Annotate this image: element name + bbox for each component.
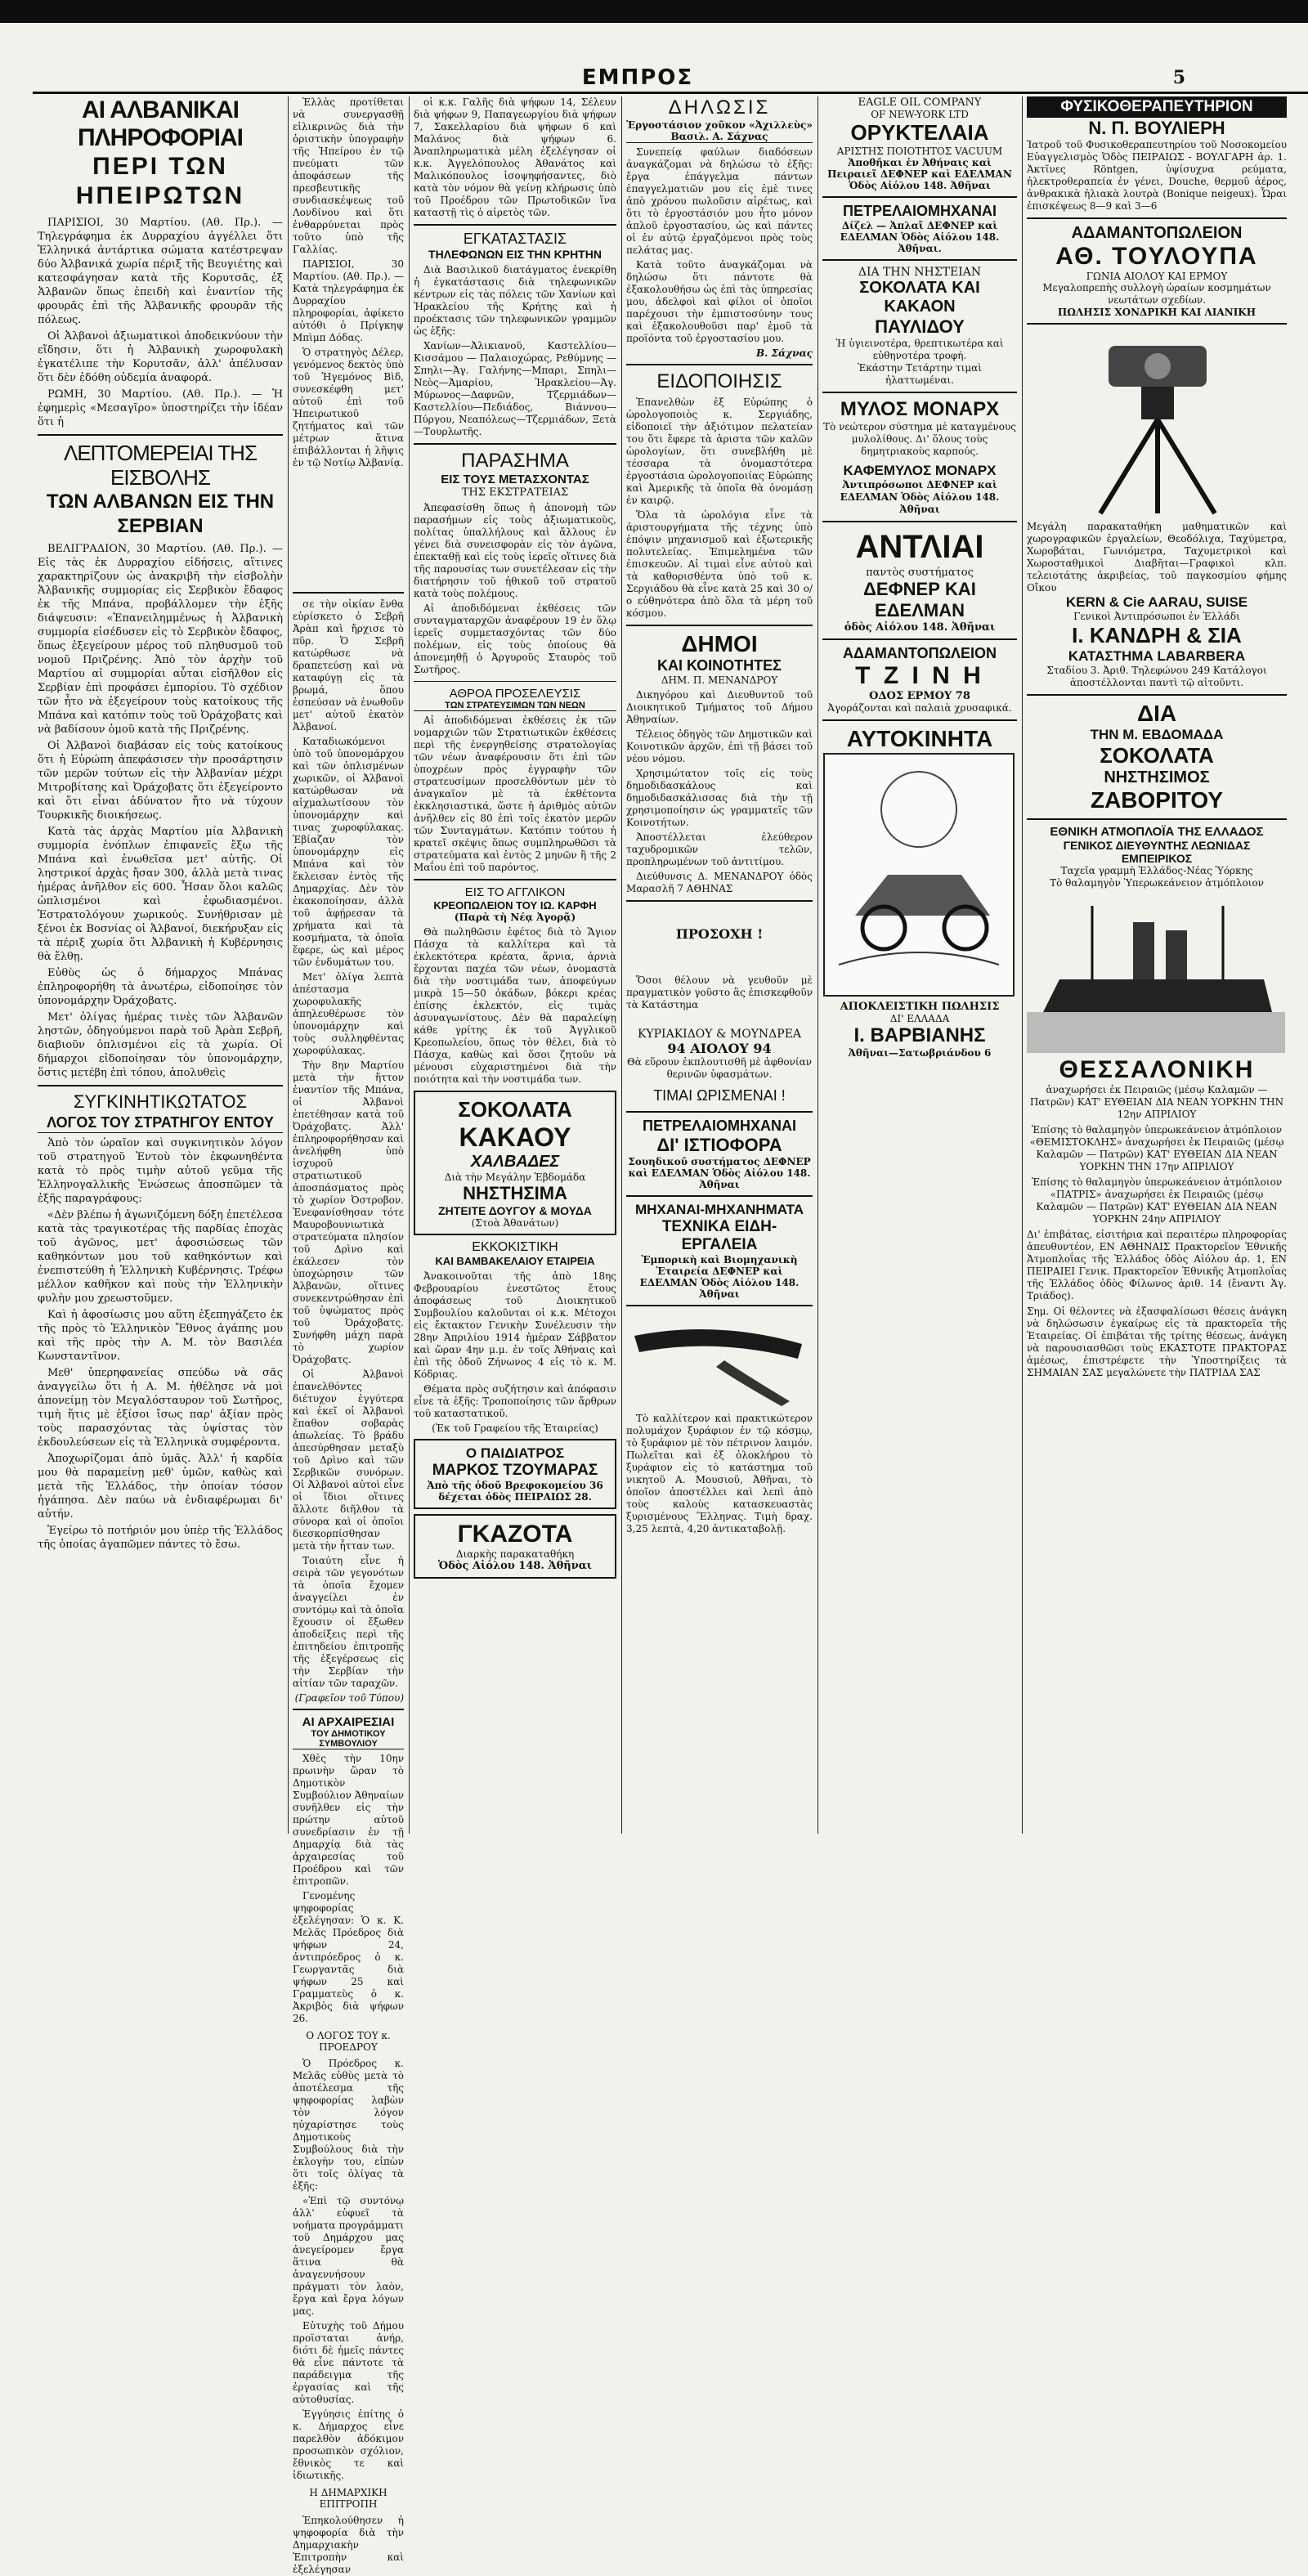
column-4 [621,96,818,1834]
article-body [293,2058,404,2482]
headline: ΤΩΝ ΣΤΡΑΤΕΥΣΙΜΩΝ ΤΩΝ ΝΕΩΝ [414,701,616,711]
ad-text: Ἀθῆναι—Σατωβριάνδου 6 [848,1047,992,1059]
ad-text: Ἀγοράζονται καὶ παλαιὰ χρυσαφικά. [827,702,1012,714]
paragraph: Ἐγγύησις ἐπίτης ὁ κ. Δήμαρχος εἶνε παρελθὸν ἀδόκιμον προσωπικὸν σχόλιον, ἔθνικὸς τε καὶ ἰδιωτικῆς. [293,2408,404,2481]
gazota-ad [414,1514,616,1579]
page-number: 5 [1172,67,1185,88]
headline: ΑΙ ΑΡΧΑΙΡΕΣΙΑΙ [302,1715,395,1729]
divider [293,1709,404,1710]
paragraph: Χανίων—Ἀλικιανοῦ, Καστελλίου—Κισσάμου — Παλαιοχώρας, Ρεθύμνης — Σπηλι—Ἀγ. Γαλήνης—Μπαρι, Σπηλι—Νεὸς—Ἀμαρίου, Ἡρακλείου—Ἀγ. Μύρωνος—Δαφνῶν, Τζερμιάδων—Καστελλίου—Πεδιάδος, Βιάννου—Πύργου, Νεαπόλεως—Τζερμιάδων, Ξετὰ—Τουρλωτῆς. [414,340,616,437]
paragraph: Κατὰ τοῦτο ἀναγκάζομαι νὰ δηλώσω ὅτι πάντοτε θὰ ἐξακολουθήσω ὡς ἐπὶ τὰς ὑπηρεσίας μου, ἀδελφοὶ καὶ φίλοι οἱ ὁποῖοι παρέχουσι τὴν ἐμπιστοσύνην τους καὶ ἐξακολουθοῦσι παρ' ἐμοῦ τὰ προϊόντα τοῦ ἐργοστασίου μου. [626,259,813,344]
paragraph: ΒΕΛΙΓΡΑΔΙΟΝ, 30 Μαρτίου. (Αθ. Πρ.). — Εἰς τὰς ἐκ Δυρραχίου εἰδήσεις, αἵτινες χαρακτηρίζουν ὡς ἀνακριβῆ τὴν εἰσβολὴν Ἀλβανικῆς συμμορίας εἰς Σερβικὸν ἔδαφος ἐκ τῆς Μπάνα, προβάλλομεν τὴν ἑξῆς διάψευσιν: «Ἐπανειλημμένως ἡ Ἀλβανικὴ συμμορία εἰσέδυσεν εἰς τὸ Σερβικὸν ἔδαφος, ὅπως ἐξεγείρουν μέρος τοῦ πληθυσμοῦ τοῦ νομοῦ Πριζρένης. Ἀπὸ τὸν ἀρχὴν τοῦ Μαρτίου αἱ συμμορίαι αὗται εἰσῆλθον εἰς Σερβίαν ἐπὶ προφάσει ἐμπορίου. Τὸ σχέδιον τῶν ἦτο νὰ ἐξεγείρουν τοὺς κατοίκους τῆς Μπάνα καὶ κατόπιν τοὺς τοῦ Ὀράχοβατς καὶ νὰ βαδίσουν ὁμοῦ κατὰ τῆς Πριζρένης. [38,543,283,736]
ad-title: ΝΗΣΤΗΣΙΜΟΣ [1104,768,1210,786]
divider [626,1305,813,1306]
ad-title: Ι. ΚΑΝΔΡΗ & ΣΙΑ [1072,623,1242,647]
column-5 [818,96,1022,1834]
paragraph: Αἱ ἀποδιδόμεναι ἐκθέσεις τῶν συνταγματαρχῶν ἀναφέρουν 19 ἐν ὅλῳ ἱερεῖς συμμετασχόντας τῶν δύο πολέμων, εἰς τοὺς ὁποίους θὰ ἀπονεμηθῇ ὁ Ἀργυροῦς Σταυρὸς τοῦ Σωτῆρος. [414,603,616,675]
ad-text: ΟΔΟΣ ΕΡΜΟΥ 78 [869,690,970,702]
ad-title: ΚΑΦΕΜΥΛΟΣ ΜΟΝΑΡΧ [843,463,997,478]
headline: ΤΗΛΕΦΩΝΩΝ ΕΙΣ ΤΗΝ ΚΡΗΤΗΝ [428,248,602,261]
ad-body: Μεγάλη παρακαταθήκη μαθηματικῶν καὶ χωρογραφικῶν ἐργαλείων, Θεοδόλιχα, Ταχύμετρα, Χωροβάται, Γωνιόμετρα, Ταχυμετρικοὶ καὶ Χωροσταθμικοὶ Διαβῆται—Γραφικοὶ κλπ. τελειοτάτης ἀκριβείας, τοῦ παγκοσμίου φήμης Οἴκου [1027,521,1287,594]
ad-text: ΓΩΝΙΑ ΑΙΟΛΟΥ ΚΑΙ ΕΡΜΟΥ [1086,271,1228,282]
paragraph: Θὰ πωληθῶσιν ἐφέτος διὰ τὸ Ἅγιον Πάσχα τὰ καλλίτερα καὶ τὰ ἐκλεκτότερα κρέατα, ἄρνια, ἀρνιὰ ἔρχονται παχέα τῶν νέων, ὀνομαστὰ διὰ τὴν νοστιμάδα των, ἀποφεύγων μικρὰ 15—50 ὀκάδων, βόκερι κρέας ἐπίσης ἐκλεκτόν, εἰς τιμὰς ἀσυναγωνίστους. Δὲν θὰ παραλείψῃ κάθε γρίτης ἐκ τοῦ Ἀγγλικοῦ Κρεοπωλείου, ὅπως τὸν θέλει, διὰ τὸ Πάσχα, καθὼς καὶ ὅσοι ζητοῦν νὰ μένουσι εὐχαριστημένοι διὰ τὴν ποιότητα καὶ τὴν νοστιμάδα των. [414,926,616,1085]
page-scan-edge [0,0,1308,23]
ad-title: ΠΕΤΡΕΛΑΙΟΜΗΧΑΝΑΙ [842,203,997,219]
ad-text: Ἀποθῆκαι ἐν Ἀθήναις καὶ Πειραιεῖ ΔΕΦΝΕΡ καὶ ΕΔΕΛΜΑΝ Ὁδὸς Αἰόλου 148. Ἀθῆναι [827,157,1012,191]
ad-title: ΤΗΝ Μ. ΕΒΔΟΜΑΔΑ [1090,727,1224,742]
ad-title: ΓΚΑΖΟΤΑ [457,1521,573,1548]
ad-text: Δίζελ — Ἀπλαῖ ΔΕΦΝΕΡ καὶ ΕΔΕΛΜΑΝ Ὁδὸς Αἰόλου 148. Ἀθῆναι. [840,220,1000,254]
headline: ΛΟΓΟΣ ΤΟΥ ΣΤΡΑΤΗΓΟΥ ΕΝΤΟΥ [38,1113,283,1133]
paragraph: Συνεπείᾳ φαύλων διαδόσεων ἀναγκάζομαι νὰ δηλώσω τὸ ἐξῆς: ἔργα ἐπάγγελμα πάντων ἐπαγγελματιῶν μου εἰς ἐμὲ τινες ἀπὸ χρόνου πωλοῦσιν αἰρέτως, καὶ ὅτι τὸ ἐργοστάσιόν μου ἦτο μόνον ἁπλοῦ ἐργοστασίου, ὡς καὶ πάντες οἱ ἐν αὐτῷ ἐργαζόμενοι πρὸς τοὺς πελάτας μας. [626,146,813,256]
ad-title: KERN & Cie AARAU, SUISE [1065,594,1248,610]
paragraph: Αἱ ἀποδιδόμεναι ἐκθέσεις ἐκ τῶν νομαρχιῶν τῶν Στρατιωτικῶν ἐκθέσεις περὶ τῆς ἐνεργηθείσης στρατολογίας τῶν νέων ἀναφέρουσιν ὅτι ἐπὶ τῶν ὑποχρέων πρὸς ἐγγραφὴν τῶν στρατευσίμων προσελθόντων μὲν τὸ ἀναγκαῖον μὲ τὰ ἐκθέτοντα ἐκκλησιαστικά, ὥστε ἡ ἀριθμὸς αὐτῶν ἀνῆλθεν εἰς 80 ἐπὶ τοῖς ἑκατὸν μερῶν τῶν Συνταγμάτων. Κατόπιν τούτου ἡ κρατεῖ σκέψις ὅπως συμπληρωθῶσι τὰ στρατεύματα καὶ ἐντὸς 2 μηνῶν ἢ τῆς 2 Μαΐου ἐπὶ τοῦ παρόντος. [414,715,616,873]
column-6 [1022,96,1292,1834]
paragraph: σε τὴν οἰκίαν ἔνθα εὑρίσκετο ὁ Σεβρῆ Ἀρὰπ καὶ ἤρχισε τὸ πῦρ. Ὁ Σεβρῆ κατώρθωσε νὰ δραπετεύσῃ καὶ νὰ καταφύγῃ εἰς τὰ βρωμά, ὅπου ἐσπεύσαν νὰ ἑνωθοῦν μετ' αὐτοῦ ἑκατὸν Ἀλβανοί. [293,598,404,732]
paragraph: Καὶ ἡ ἀφοσίωσις μου αὕτη ἐξεπηγάζετο ἐκ τῆς πρὸς τὸ Ἑλληνικὸν Ἔθνος ἀγάπης μου καὶ τῆς πρὸς τὴν Α. Μ. τὸν Βασιλέα Κωνσταντῖνον. [38,1309,283,1363]
ad-title: ΣΟΚΟΛΑΤΑ [1100,743,1214,768]
masthead-title: ΕΜΠΡΟΣ [581,65,694,90]
divider [1027,818,1287,820]
ad-title: ΑΥΤΟΚΙΝΗΤΑ [846,726,993,751]
headline: ΤΗΣ ΕΚΣΤΡΑΤΕΙΑΣ [461,486,569,499]
paragraph: Τὸ καλλίτερον καὶ πρακτικώτερον πολυμάχον ξυράφιον ἐν τῷ κόσμῳ, τὸ ξυράφιον μὲ τὸν πέτρινον λαιμόν. Πωλεῖται καὶ ἐξ ὁλοκλήρου τὸ ξυράφιον εἰς τὸ κατάστημα τοῦ νικητοῦ Α. Μουσιοῦ, Ἀθῆναι, τὸ ὁποῖον ἀποστέλλει καὶ λεπὶ ἀπὸ τοὺς καλοὺς κατασκευαστὰς ξυρισμένους Ἕλληνας. Τιμὴ δραχ. 3,25 λεπτὰ, 4,20 ἀντικαταβολῇ. [626,1413,813,1534]
article-body [414,715,616,874]
ad-title: ΦΥΣΙΚΟΘΕΡΑΠΕΥΤΗΡΙΟΝ [1027,96,1287,118]
headline: ΕΙΔΟΠΟΙΗΣΙΣ [656,370,782,392]
ad-title: Ο ΠΑΙΔΙΑΤΡΟΣ [465,1445,565,1461]
ad-title: ΔΕΦΝΕΡ ΚΑΙ ΕΔΕΛΜΑΝ [863,579,976,620]
column-2 [288,96,409,2575]
paragraph: «Ἐπὶ τῷ συντόνῳ ἀλλ' εὐφυεῖ τὰ νοήματα προγράμματι τοῦ Δημάρχου μας ἀνεγείρομεν ἔργα ἅτινα θὰ ἀναγεννήσουν πράγματι τὸν λαὸν, ἔργα καὶ ἔργα λόγων μας. [293,2195,404,2317]
column-3 [409,96,621,1834]
headline: ΠΕΡΙ ΤΩΝ ΗΠΕΙΡΩΤΩΝ [75,153,245,209]
masthead [33,67,1308,94]
ad-title: ΠΕΤΡΕΛΑΙΟΜΗΧΑΝΑΙ [642,1118,796,1134]
paragraph: Διὰ Βασιλικοῦ διατάγματος ἐνεκρίθη ἡ ἐγκατάστασις διὰ τηλεφωνικῶν κέντρων εἰς τὰς πόλεις τῶν Χανίων καὶ Ἡρακλείου τῆς Κρήτης καὶ ἡ προέκτασις τῶν τηλεφωνικῶν γραμμῶν ὡς ἑξῆς: [414,264,616,337]
ad-text: Μεγαλοπρεπὴς συλλογὴ ὡραίων κοσμημάτων νεωτάτων σχεδίων. [1042,282,1271,306]
ad-text: ΠΩΛΗΣΙΣ ΧΟΝΔΡΙΚΗ ΚΑΙ ΛΙΑΝΙΚΗ [1057,307,1256,318]
ad-title: ΚΑΤΑΣΤΗΜΑ LABARBERA [1068,648,1246,664]
subheading: (Παρὰ τὴ Νέᾳ Ἀγορᾷ) [454,912,576,923]
article-body [293,96,404,469]
headline: ΣΥΓΚΙΝΗΤΙΚΩΤΑΤΟΣ [73,1091,248,1112]
ad-title: ΑΝΤΛΙΑΙ [855,529,984,565]
headline: ΛΕΠΤΟΜΕΡΕΙΑΙ ΤΗΣ ΕΙΣΒΟΛΗΣ [63,441,258,490]
divider [1027,694,1287,696]
ad-title: ΠΑΥΛΙΔΟΥ [875,316,965,337]
paragraph: Ἀπὸ τὸν ὡραῖον καὶ συγκινητικὸν λόγον τοῦ στρατηγοῦ Ἐντοὺ τὸν ἐκφωνηθέντα κατὰ τὸ πρὸς τιμὴν αὐτοῦ γεῦμα τῆς Ἑλληνογαλλικῆς Ἑνώσεως ἀποσπῶμεν τὰ ἑξῆς παραγράφους: [38,1137,283,1205]
paragraph: Μετ' ὀλίγας ἡμέρας τινὲς τῶν Ἀλβανῶν ληστῶν, ὁδηγούμενοι παρὰ τοῦ Ἀρὰπ Σεβρῆ, διαβιοῦν ὁπλισμένοι εἰς τὰ χωρία. Οἱ δήμαρχοι εἰδοποίησαν τὸν ὑπονομάρχην, ὅστις μετέβη ἐπὶ τόπου, ἀπολυθεὶς [38,1011,283,1079]
paragraph: Τοιαύτη εἶνε ἡ σειρὰ τῶν γεγονότων τὰ ὁποῖα ἔχομεν ἀναγγείλει ἐν συντόμῳ καὶ τὰ ὁποῖα ἔχουσιν οἱ ἔξωθεν ἀποδείξεις περὶ τῆς ἐπιτηδείου ἐπιτροπῆς τῆς ἐξεγέρσεως εἰς τὴν Σερβίαν τὴν αἰτίαν τῶν ταραχῶν. [293,1555,404,1689]
ad-title: ΔΙΑ [1136,701,1177,726]
article-body [293,598,404,1690]
divider [293,592,404,594]
paragraph: Μετ' ὀλίγα λεπτὰ ἀπέστασμα χωροφυλακῆς ἀπηλευθέρωσε τὸν ὑπονομάρχην καὶ τοὺς συλληφθέντας χωροφύλακας. [293,971,404,1056]
divider [822,196,1017,198]
ad-text: ὁδὸς Αἰόλου 148. Ἀθῆναι [844,621,996,634]
ad-text: Ἀπὸ τῆς ὁδοῦ Βρεφοκομείου 36 δέχεται ὁδὸς ΠΕΙΡΑΙΩΣ 28. [427,1480,603,1503]
ad-text: ΔΙΑ ΤΗΝ ΝΗΣΤΕΙΑΝ [858,266,982,279]
divider [1027,217,1287,219]
ad-body: Ἰατροῦ τοῦ Φυσικοθεραπευτηρίου τοῦ Νοσοκομείου Εὐαγγελισμὸς Ὁδὸς ΠΕΙΡΑΙΩΣ - ΒΟΥΛΓΑΡΗ ἀρ. 1. Ἀκτῖνες Röntgen, ὑψίσυχνα ρεύματα, ἠλεκτροθεραπεία ἐν γένει, Douche, θερμοῦ ἀέρος, ἀνθρακικὰ ἠλιακὰ λουτρὰ (Bonique neigeux). Ὧραι ἐπισκέψεως 8—9 καὶ 3—6 [1027,139,1287,212]
headline: ΑΘΡΟΑ ΠΡΟΣΕΛΕΥΣΙΣ [449,687,581,701]
headline: ΔΗΜΟΙ [681,631,758,656]
ad-title: ΕΘΝΙΚΗ ΑΤΜΟΠΛΟΪΑ ΤΗΣ ΕΛΛΑΔΟΣ [1050,825,1264,839]
headline: ΔΗΛΩΣΙΣ [668,96,771,119]
divider [414,681,616,682]
ad-text: Ἐπίσης τὸ θαλαμηγὸν ὑπερωκεάνειον ἀτμόπλοιον «ΠΑΤΡΙΣ» ἀναχωρήσει ἐκ Πειραιῶς (μέσῳ Καλαμῶν — Πατρῶν) ΚΑΤ' ΕΥΘΕΙΑΝ ΔΙΑ ΝΕΑΝ ΥΟΡΚΗΝ 24ην ΑΠΡΙΛΙΟΥ [1031,1176,1283,1225]
divider [822,521,1017,522]
subheading: ΔΗΜ. Π. ΜΕΝΑΝΔΡΟΥ [661,674,778,686]
paragraph: Οἱ Ἀλβανοὶ διαβάσαν εἰς τοὺς κατοίκους ὅτι ἡ Εὐρώπη ἀπεφάσισεν τὴν προσάρτησιν τῶν μερῶν τούτων εἰς τὴν Ἀλβανίαν μέχρι Μιτροβίτσης καὶ Ὀράχοβατς ὅτι ἐξεγείροντο καὶ ὅτι εἶναι ἀδύνατον ἤτο νὰ τύχουν Τουρκικῆς διοικήσεως. [38,740,283,822]
ad-text: Σουηδικοῦ συστήματος ΔΕΦΝΕΡ καὶ ΕΔΕΛΜΑΝ Ὁδὸς Αἰόλου 148. Ἀθῆναι [628,1156,811,1190]
paragraph: Ἀνακοινοῦται τῆς ἀπὸ 18ης Φεβρουαρίου ἐνεστῶτος ἔτους ἀποφάσεως τοῦ Διοικητικοῦ Συμβουλίου καλοῦνται οἱ κ.κ. Μέτοχοι εἰς ἔκτακτον Γενικὴν Συνέλευσιν τὴν 28ην Ἀπριλίου 1914 ἡμέραν Σάββατον καὶ ὥραν 4ην μ.μ. ἐν τοῖς Ἀθήναις καὶ ἐπὶ τῆς ὁδοῦ Ζήνωνος 4 εἰς τὸ κ. Μ. Κόδριας. [414,1270,616,1380]
ad-text: ΑΠΟΚΛΕΙΣΤΙΚΗ ΠΩΛΗΣΙΣ [840,1001,1000,1013]
paragraph: Οἱ Ἀλβανοὶ ἐπανελθόντες διέτυχον ἐγγύτερα καὶ ἐκεῖ οἱ Ἀλβανοὶ ἔπαθον σοβαρὰς ἀπωλείας. Τὸ βράδυ ἀπεσύρθησαν μεταξὺ τοῦ Δρὶνο καὶ τῶν Σερβικῶν συνόρων. Οἱ Ἀλβανοὶ αὐτοὶ εἶνε οἱ ἴδιοι οἵτινες ἄλλοτε διῆλθον τὰ σύνορα καὶ οἱ ὁποῖοι διεσκορπίσθησαν μετὰ τὴν ἧτταν των. [293,1369,404,1552]
signoff: Β. Σάχνας [756,347,813,359]
paragraph: Ἑλλὰς προτίθεται νὰ συνεργασθῇ εἰλικρινῶς διὰ τὴν ὁριστικὴν ὑπογραφὴν τῆς Ἠπείρου ἐν τῷ πνεύματι τῶν ἀποφάσεων τῆς πρεσβευτικῆς συνδιασκέψεως τοῦ Λονδίνου καὶ ὅτι ἐνθαρρύνεται πρὸς τοῦτο ὑπὸ τῆς Γαλλίας. [293,96,404,255]
divider [626,1195,813,1197]
article-body [626,146,813,345]
paragraph: Δικηγόρου καὶ Διευθυντοῦ τοῦ Διοικητικοῦ Τμήματος τοῦ Δήμου Ἀθηναίων. [626,689,813,725]
ad-title: ΔΙ' ΙΣΤΙΟΦΟΡΑ [656,1135,782,1155]
headline: ΠΑΡΑΣΗΜΑ [461,450,569,472]
surveying-instrument-illustration [1027,329,1285,517]
column-1 [33,96,288,1834]
ad-title: ΚΑΚΑΟΥ [459,1122,571,1152]
subheading: Ο ΛΟΓΟΣ ΤΟΥ κ. ΠΡΟΕΔΡΟΥ [306,2030,391,2053]
headline: ΕΙΣ ΤΟ ΑΓΓΛΙΚΟΝ [464,885,566,899]
article-body [38,1136,283,1552]
ad-title: ΑΔΑΜΑΝΤΟΠΩΛΕΙΟΝ [1071,224,1243,242]
subheading: 94 ΑΙΟΛΟΥ 94 [667,1041,772,1056]
article-body [414,1270,616,1420]
ad-text: Τὸ νεώτερον σύστημα μὲ καταγμένους μυλολίθους. Δι' ὅλους τοὺς δημητριακοὺς καρπούς. [823,421,1016,457]
divider [1027,323,1287,325]
ad-title: ΝΗΣΤΗΣΙΜΑ [463,1183,567,1203]
paragraph: Καταδιωκόμενοι ὑπὸ τοῦ ὑπονομάρχου καὶ τῶν ὁπλισμένων χωρικῶν, οἱ Ἀλβανοὶ κατώρθωσαν νὰ αἰχμαλωτίσουν τὸν ὑπονομάρχην καὶ τινας χωροφύλακας. Ἐβίαζαν τὸν ὑπονομάρχην εἰς Μπάνα καὶ τὸν ἔκλεισαν ἐντὸς τῆς Δημαρχίας. Δὲν τὸν ἐκακοποίησαν, ἀλλὰ τοῦ ἀφῄρεσαν τὰ χρήματα καὶ τὰ κοσμήματα, τὰ ὁποῖα ἔφερε, ὡς καὶ μέρος τῶν ἐνδυμάτων του. [293,736,404,968]
ad-title: Τ Ζ Ι Ν Η [855,662,984,689]
ad-text: Ἡ ὑγιεινοτέρα, θρεπτικωτέρα καὶ εὐθηνοτέρα τροφή. [835,338,1004,361]
paragraph: Ἐπανελθὼν ἐξ Εὐρώπης ὁ ὡρολογοποιὸς κ. Σεργιάδης, εἰδοποιεῖ τὴν ἀξιότιμον πελατείαν του ὅτι ἔφερε τὰ ἀριστα τῶν καλῶν ὡρολογίων, ὅτι συνεβλήθη μὲ τέσσαρα τὰ ὀνομαστότερα ἐργοστάσια ὡρολογοποιίας Εὐρώπης καὶ Ἀμερικῆς τὰ ὁποῖα θὰ ὀνομάσῃ ἐν καιρῷ. [626,396,813,506]
paragraph: Μεθ' ὑπερηφανείας σπεύδω νὰ σᾶς ἀναγγείλω ὅτι ἡ Α. Μ. ἠθέλησε νὰ μοὶ ἀπονείμῃ τὸν Μεγαλόσταυρον τοῦ Σωτῆρος, τιμὴ ἥτις μὲ ἐξίσοι ἴσως παρ' ἀξίαν πρὸς τοὺς παρασχόντας τὰς ὑψίστας τὸν ἐκδουλεύσεων εἰς τὰ Ἑλληνικὰ συμφέροντα. [38,1367,283,1449]
paragraph: Χρησιμώτατον τοῖς εἰς τοὺς δημοδιδασκάλους καὶ δημοδιδασκάλισσας διὰ τὴν τῇ χρησιμοποίησιν ὡς γραμματεῖς τῶν Κοινοτήτων. [626,768,813,828]
ad-text: Ὁδὸς Αἰόλου 148. Ἀθῆναι [437,1560,593,1572]
article-body [414,96,616,219]
ad-text: ΑΡΙΣΤΗΣ ΠΟΙΟΤΗΤΟΣ VACUUM [836,146,1003,157]
ad-title: ΓΕΝΙΚΟΣ ΔΙΕΥΘΥΝΤΗΣ ΛΕΩΝΙΔΑΣ ΕΜΠΕΙΡΙΚΟΣ [1063,839,1251,865]
signoff: (Ἐκ τοῦ Γραφείου τῆς Ἑταιρείας) [432,1422,598,1434]
headline: ΤΟΥ ΔΗΜΟΤΙΚΟΥ ΣΥΜΒΟΥΛΙΟΥ [293,1729,404,1749]
ad-text: Ἐμπορικὴ καὶ Βιομηχανικὴ Ἑταιρεία ΔΕΦΝΕΡ καὶ ΕΔΕΛΜΑΝ Ὁδὸς Αἰόλου 148. Ἀθῆναι [639,1254,800,1300]
divider [414,443,616,445]
article-body [626,1413,813,1535]
ad-title: ΘΕΣΣΑΛΟΝΙΚΗ [1059,1056,1255,1083]
ad-title: ΣΟΚΟΛΑΤΑ [458,1097,572,1122]
ad-text: Σταδίου 3. Ἀριθ. Τηλεφώνου 249 Κατάλογοι ἀποστέλλονται παντὶ τῷ αἰτοῦντι. [1046,665,1267,688]
automobile-illustration [822,752,1015,997]
headline: ΚΡΕΟΠΩΛΕΙΟΝ ΤΟΥ ΙΩ. ΚΑΡΦΗ [433,899,597,912]
ad-text: Ἀντιπρόσωποι ΔΕΦΝΕΡ καὶ ΕΔΕΛΜΑΝ Ὁδὸς Αἰόλου 148. Ἀθῆναι [840,479,1000,515]
divider [822,259,1017,261]
paragraph: Χθὲς τὴν 10ην πρωινὴν ὥραν τὸ Δημοτικὸν Συμβούλιον Ἀθηναίων συνῆλθεν εἰς τὴν πρώτην αὐτοῦ συνεδρίασιν ἐν τῇ Δημαρχίᾳ διὰ τὰς ἀρχαιρεσίας τοῦ Προέδρου καὶ τῶν ἐπιτροπῶν. [293,1753,404,1887]
paragraph: Ὅσοι θέλουν νὰ γευθοῦν μὲ πραγματικὸν γοῦστο ἂς ἐπισκεφθοῦν τὰ Κατάστημα [626,974,813,1010]
paragraph: Γενομένης ψηφοφορίας ἐξελέγησαν: Ὁ κ. Κ. Μελᾶς Πρόεδρος διὰ ψήφων 24, ἀντιπρόεδρος ὁ κ. Γεωργαντᾶς διὰ ψήφων 25 καὶ Γραμματεὺς ὁ κ. Ἀκριβὸς διὰ ψήφων 26. [293,1890,404,2024]
ad-title: Ι. ΒΑΡΒΙΑΝΗΣ [853,1024,986,1046]
divider [822,638,1017,640]
ad-text: ΔΙ' ΕΛΛΑΔΑ [889,1013,950,1024]
ad-text: Διὰ τὴν Μεγάλην Ἑβδομάδα [444,1172,586,1183]
ad-text: παντὸς συστήματος [866,567,974,579]
signoff: (Γραφεῖον τοῦ Τύπου) [294,1692,404,1704]
article-body [414,264,616,438]
ad-text: OF NEW-YORK LTD [871,109,969,120]
divider [626,625,813,626]
ad-title: ΧΑΛΒΑΔΕΣ [470,1153,560,1171]
paragraph: Ἀποχωρίζομαι ἀπὸ ὑμᾶς. Ἀλλ' ἡ καρδία μου θὰ παραμείνῃ μεθ' ὑμῶν, καθὼς καὶ μετὰ τῆς Ἑλλάδος, τὴν ὁποίαν τόσον ἠγάπησα. Δὲν παύω νὰ ἐνδιαφέρωμαι δι' αὐτήν. [38,1453,283,1521]
article-body [414,926,616,1086]
headline: ΕΚΚΟΚΙΣΤΙΚΗ [472,1240,558,1254]
article-body [414,502,616,676]
ad-body: Δι' ἐπιβάτας, εἰσιτήρια καὶ περαιτέρω πληροφορίας ἀπευθυντέον, ΕΝ ΑΘΗΝΑΙΣ Πρακτορεῖον Ἐθνικῆς Ἀτμοπλοΐας τῆς Ἑλλάδος ὁδὸς Αἰόλου ἀρ. 1, ΕΝ ΠΕΙΡΑΙΕΙ Γενικ. Πρακτορεῖον Ἐθνικῆς Ἀτμοπλοΐας τῆς Ἑλλάδος ὁδὸς Φίλωνος ἀριθ. 14 (ἔναντι Ἁγ. Τριάδος). [1027,1229,1287,1301]
headline: ΚΑΙ ΚΟΙΝΟΤΗΤΕΣ [657,657,782,674]
paragraph: Οἱ Ἀλβανοὶ ἀξιωματικοὶ ἀποδεικνύουν τὴν εἴδησιν, ὅτι ἡ Ἀλβανικὴ χωροφυλακὴ ἐγκατέλιπε τὴν Κορυτσᾶν, ἀλλ' ἀπέλυσαν ὅτι δὲν ἐδόθη οὐδεμία ἀναφορά. [38,330,283,384]
paragraph: Ὁ Πρόεδρος κ. Μελᾶς εὐθὺς μετὰ τὸ ἀποτέλεσμα τῆς ψηφοφορίας λαβὼν τὸν λόγον ηὐχαρίστησε τοὺς Δημοτικοὺς Συμβούλους διὰ τὴν ἐκλογὴν του, εἰπὼν ὅτι τοῖς ὀλίγας τὰ ἑξῆς: [293,2058,404,2192]
divider [822,719,1017,721]
ad-title: ΜΥΛΟΣ ΜΟΝΑΡΧ [840,398,1000,420]
divider [414,879,616,880]
ad-text: Ἐκάστην Τετάρτην τιμαὶ ἠλαττωμέναι. [858,362,982,386]
headline: ΕΓΚΑΤΑΣΤΑΣΙΣ [463,231,567,247]
headline: ΤΩΝ ΑΛΒΑΝΩΝ ΕΙΣ ΤΗΝ ΣΕΡΒΙΑΝ [46,491,275,537]
ad-text: Τὸ θαλαμηγὸν Ὑπερωκεάνειον ἀτμόπλοιον [1050,877,1264,889]
article-body [293,1753,404,2025]
divider [626,1111,813,1113]
paragraph: οἱ κ.κ. Γαλῆς διὰ ψήφων 14, Σέλευν διὰ ψήφων 9, Παπαγεωργίου διὰ ψήφων 7, Σακελλαρίου διὰ ψήφων 6 καὶ Μαλάνος διὰ ψήφων 6. Ἀναπληρωματικὰ μέλη ἐξελέγησαν οἱ κ.κ. Ἀγγελόπουλος Ἀθανάτος καὶ Μαλικόπουλος ἰσοψηφήσαντες, διὸ κατὰ τὸν νόμον θὰ γείνῃ κλήρωσις ὑπὸ τοῦ Προέδρου τῶν Πρωτοδικῶν ἵνα καταστῇ τὶς ὁ αἱρετὸς τῶν. [414,96,616,218]
paragraph: Ἀποστέλλεται ἐλεύθερον ταχυδρομικῶν τελῶν, προπληρωμένων τοῦ ἀντιτίμου. [626,831,813,867]
paragraph: Ἀπεφασίσθη ὅπως ἡ ἀπονομὴ τῶν παρασήμων εἰς τοὺς ἀξιωματικοὺς, πολίτας ὑπαλλήλους καὶ ἄλλους ἐν γένει διὰ συνεισφορὰν εἰς τὸν ἀγῶνα, ἐπεκταθῇ καὶ εἰς τοὺς ἱερεῖς οἵτινες διὰ τῆς παρουσίας των συνετέλεσαν εἰς τὴν διατήρησιν τοῦ ἠθικοῦ τοῦ στρατοῦ κατὰ τοὺς πολέμους. [414,502,616,599]
ad-title: ΑΘ. ΤΟΥΛΟΥΠΑ [1055,243,1258,270]
ad-text: Θὰ εὕρουν ἐκπλουτισθῆ μὲ ἀφθονίαν θερινῶν ὑφασμάτων. [626,1056,813,1080]
article-body [626,974,813,1011]
ad-title: ΖΑΒΟΡΙΤΟΥ [1090,787,1224,813]
ad-title: ΣΟΚΟΛΑΤΑ ΚΑΙ ΚΑΚΑΟΝ [859,279,980,316]
paragraph: «Δὲν βλέπω ἡ ἀγωνιζόμενη δόξη ἐπετέλεσα κατὰ τὰς τραγικοτέρας τῆς παρδίας ἐποχὰς τοῦ ἀγῶνος, μετ' ἀφοσιώσεως τῶν καθηκόντων μου τοῦ καθηκόντων καὶ ἐνεπιστεύθη ἡ Ἑλληνικὴ Κυβέρνησις. Τρέφω μέλλον καθῆκον καὶ ποὺς τὴν Ἑλληνικὴν φυλὴν μου χρεωστοῦμεν. [38,1209,283,1305]
ad-text: Ταχεῖα γραμμὴ Ἑλλάδος-Νέας Ὑόρκης [1060,865,1253,876]
article-body [38,216,283,429]
chocolate-ad [414,1091,616,1235]
article-body [626,689,813,895]
ad-body: Σημ. Οἱ θέλοντες νὰ ἐξασφαλίσωσι θέσεις ἀνάγκη νὰ δηλώσωσιν ἐγκαίρως εἰς τὰ πρακτορεῖα τῆς Ἑταιρείας. Οἱ ἐπιβάται τῆς τρίτης θέσεως, ἀνάγκη νὰ παρουσιασθῶσι τοὺς ΕΚΑΣΤΟΤΕ ΠΡΑΚΤΟΡΑΣ ἀμέσως, ἐπιστρέφετε τὴν Ὑποστηρίξεις τὰ ΣΗΜΑΙΑΝ ΣΑΣ μεγαλώνετε τὴν ΠΑΤΡΙΔΑ ΣΑΣ [1027,1306,1287,1378]
paragraph: ΠΑΡΙΣΙΟΙ, 30 Μαρτίου. (Αθ. Πρ.). — Κατὰ τηλεγράφημα ἐκ Δυρραχίου πληροφορίαι, ἀφίκετο αὐτόθι ὁ Πρίγκηψ Μπὶμπ Δόδας. [293,258,404,343]
paragraph: Εὐτυχὴς τοῦ Δήμου προϊσταται ἀνήρ, διότι δὲ ἠμεῖς πάντες θὰ εἶνε πάντοτε τὰ παράδειγμα τῆς ἐργασίας καὶ τῆς αὐτοθυσίας. [293,2320,404,2405]
steamship-illustration [1027,889,1285,1053]
ad-text: ἀναχωρήσει ἐκ Πειραιῶς (μέσῳ Καλαμῶν — Πατρῶν) ΚΑΤ' ΕΥΘΕΙΑΝ ΔΙΑ ΝΕΑΝ ΥΟΡΚΗΝ ΤΗΝ 12ην ΑΠΡΙΛΙΟΥ [1029,1084,1284,1120]
ad-title: ΤΕΧΝΙΚΑ ΕΙΔΗ-ΕΡΓΑΛΕΙΑ [661,1218,777,1253]
ad-title: ΟΡΥΚΤΕΛΑΙΑ [850,120,989,145]
paragraph: Τέλειος ὁδηγὸς τῶν Δημοτικῶν καὶ Κοινοτικῶν ἀρχῶν, ἐπὶ τῇ βάσει τοῦ νέου νόμου. [626,728,813,764]
ad-text: (Στοὰ Ἀθανάτων) [471,1217,559,1229]
divider [38,1085,283,1086]
paragraph: Διεύθυνσις Δ. ΜΕΝΑΝΔΡΟΥ ὁδὸς Μαρασλῆ 7 ΑΘΗΝΑΣ [626,871,813,894]
divider [38,434,283,436]
headline: ΤΙΜΑΙ ΩΡΙΣΜΕΝΑΙ ! [653,1087,786,1104]
paragraph: Ὁ στρατηγὸς Δέλερ, γενόμενος δεκτὸς ὑπὸ τοῦ Ἡγεμόνος Βὶδ, συνεσκέφθη μετ' αὐτοῦ ἐπὶ τοῦ Ἠπειρωτικοῦ ζητήματος καὶ τῶν μέτρων ἅτινα ἐπιβάλλονται ἡ λῆψις ἐν τῷ Νοτίῳ Ἀλβανίᾳ. [293,347,404,468]
paragraph: Ἐπηκολούθησεν ἡ ψηφοφορία διὰ τὴν Δημαρχιακὴν Ἐπιτροπὴν καὶ ἐξελέγησαν [293,2515,404,2575]
ad-title: ΑΔΑΜΑΝΤΟΠΩΛΕΙΟΝ [842,645,997,661]
divider [414,224,616,226]
paragraph: Κατὰ τὰς ἀρχὰς Μαρτίου μία Ἀλβανικὴ συμμορία ἐνόπλων ἐπιφανεῖς ἔξω τῆς Μπάνα καὶ ἐνωθεῖσα μετ' αὐτῆς. Οἱ ληστρικοί ἀρχὰς ἤσαν 300, ἀλλὰ μετὰ τινας ἡμέρας ἀνῆλθον εἰς 600. Ἦσαν ὅλοι καλῶς ὡπλισμένοι καὶ ἐφωδιασμένοι. Ἐστρατολόγουν χωρικούς. Συνήθρισαν μὲ ξένοι ἐκ Βοσνίας οἱ Ἀλβανοί, διεκήρυξαν εἰς τὰ πέριξ χωρία ὅτι Ἀλβανικὴ ἡ Κυβέρνησις θὰ ἔλθῃ. [38,826,283,963]
ad-title: Ν. Π. ΒΟΥΛΙΕΡΗ [1088,118,1225,138]
paragraph: Θέματα πρὸς συζήτησιν καὶ ἀπόφασιν εἶνε τὰ ἑξῆς: Τροποποίησις τῶν ἄρθρων τοῦ καταστατικοῦ. [414,1383,616,1419]
divider [626,364,813,365]
subheading: Ἐργοστάσιον χοῦκον «Ἀχιλλεὺς» Βασιλ. Α. Σάχνας [626,119,813,142]
ad-title: ΜΗΧΑΝΑΙ-ΜΗΧΑΝΗΜΑΤΑ [634,1202,804,1217]
ad-text: Διαρκὴς παρακαταθήκη [455,1548,575,1560]
ad-text: EAGLE OIL COMPANY [858,96,982,109]
headline: ΠΡΟΣΟΧΗ ! [675,926,764,942]
article-body [626,396,813,620]
ad-title: ΖΗΤΕΙΤΕ ΔΟΥΓΟΥ & ΜΟΥΔΑ [438,1204,592,1217]
paragraph: Εὐθὺς ὡς ὁ δήμαρχος Μπάνας ἐπληροφορήθη τὰ ἀνωτέρω, εἰδοποίησε τὸν ὑπονομάρχην Ὀράχοβατς. [38,967,283,1007]
divider [626,900,813,902]
ad-title: ΜΑΡΚΟΣ ΤΖΟΥΜΑΡΑΣ [432,1462,598,1479]
paragraph: ΡΩΜΗ, 30 Μαρτίου. (Αθ. Πρ.). — Ἡ ἐφημερὶς «Μεσαγῖρο» ὑποστηρίζει τὴν ἰδέαν ὅτι ἡ [38,388,283,428]
subheading: ΚΥΡΙΑΚΙΔΟΥ & ΜΟΥΝΔΡΕΑ [637,1028,802,1041]
paragraph: ΠΑΡΙΣΙΟΙ, 30 Μαρτίου. (Αθ. Πρ.). — Τηλεγράφημα ἐκ Δυρραχίου ἀγγέλλει ὅτι Ἐλληνικά ἀντάρτικα σώματα κατέστρεψαν δύο Ἀλβανικά χωρία πέριξ τῆς Βευγιέτης καὶ κατεσφάγησαν κατὰ τῆς Κορυτσᾶς, ἐξ Ἀλβανῶν ὅπως ἐπειδὴ καὶ ἐναντίον τῆς φρουρᾶς ἐπὶ τῆς Ἀλβανικῆς φρουρᾶν τῆς πόλεως. [38,217,283,326]
paragraph: Ὅλα τὰ ὡρολόγια εἶνε τὰ ἀριστουργήματα τῆς τέχνης ὑπὸ ἐπόψιν μηχανισμοῦ καὶ ἐξωτερικῆς πολυτελείας. Ἐπιμελημένα τῶν ἐπισκευῶν. Αἱ τιμαὶ εἶνε αὐτοὺ καὶ τὰ καθορισθέντα ὑπὸ τοῦ κ. Σεργιάδου θὰ εἶνε κατὰ 25 καὶ 30 ο/ο εὐθηνότερα ἀπὸ ὅλα τὰ μέρη τοῦ κόσμου. [626,509,813,619]
headline: ΕΙΣ ΤΟΥΣ ΜΕΤΑΣΧΟΝΤΑΣ [441,473,589,486]
divider [822,392,1017,393]
paragraph: Ἐγείρω τὸ ποτήριόν μου ὑπὲρ τῆς Ἑλλάδος τῆς ὁποίας ἀγαπῶμεν πάντες τὸ ἔσω. [38,1525,283,1551]
razor-illustration [626,1311,811,1409]
headline: ΚΑΙ ΒΑΜΒΑΚΕΛΑΙΟΥ ΕΤΑΙΡΕΙΑ [435,1255,595,1267]
subheading: Η ΔΗΜΑΡΧΙΚΗ ΕΠΙΤΡΟΠΗ [309,2487,387,2510]
article-body [293,2515,404,2576]
paediatrician-ad [414,1439,616,1509]
paragraph: Τὴν 8ην Μαρτίου μετὰ τὴν ἥττον ἐναντίον τῆς Μπάνα, οἱ Ἀλβανοὶ ἐπετέθησαν κατὰ τοῦ Ὀράχοβατς. Ἀλλ' ἐπληροφορήθησαν καὶ ἀνελήφθη ὑπὸ ἰσχυροῦ στρατιωτικοῦ ἀποσπάσματος πρὸς τὸ χωρίον Ὀστροβον. Ἐνεφανίσθησαν τότε Μαυροβουνιωτικὰ στρατεύματα πλησίον τοῦ Δρὶνο καὶ ἐκάλεσεν τὸν ὑποχώρησιν τῶν Ἀλβανῶν, οἵτινες συνεκεντρώθησαν ἐπὶ τοῦ ὑψώματος πρὸς τοῦ Ὀράχοβατς. Συνήφθη μάχη παρὰ τὸ χωρίον Ὀράχοβατς. [293,1060,404,1365]
article-body [38,542,283,1080]
ad-text: Γενικοὶ Ἀντιπρόσωποι ἐν Ἑλλάδι [1073,611,1240,622]
headline: ΑΙ ΑΛΒΑΝΙΚΑΙ ΠΛΗΡΟΦΟΡΙΑΙ [78,96,243,151]
ad-text: Ἐπίσης τὸ θαλαμηγὸν ὑπερωκεάνειον ἀτμόπλοιον «ΘΕΜΙΣΤΟΚΛΗΣ» ἀναχωρήσει ἐκ Πειραιῶς (μέσῳ Καλαμῶν — Πατρῶν) ΚΑΤ' ΕΥΘΕΙΑΝ ΔΙΑ ΝΕΑΝ ΥΟΡΚΗΝ ΤΗΝ 17ην ΑΠΡΙΛΙΟΥ [1029,1124,1284,1172]
